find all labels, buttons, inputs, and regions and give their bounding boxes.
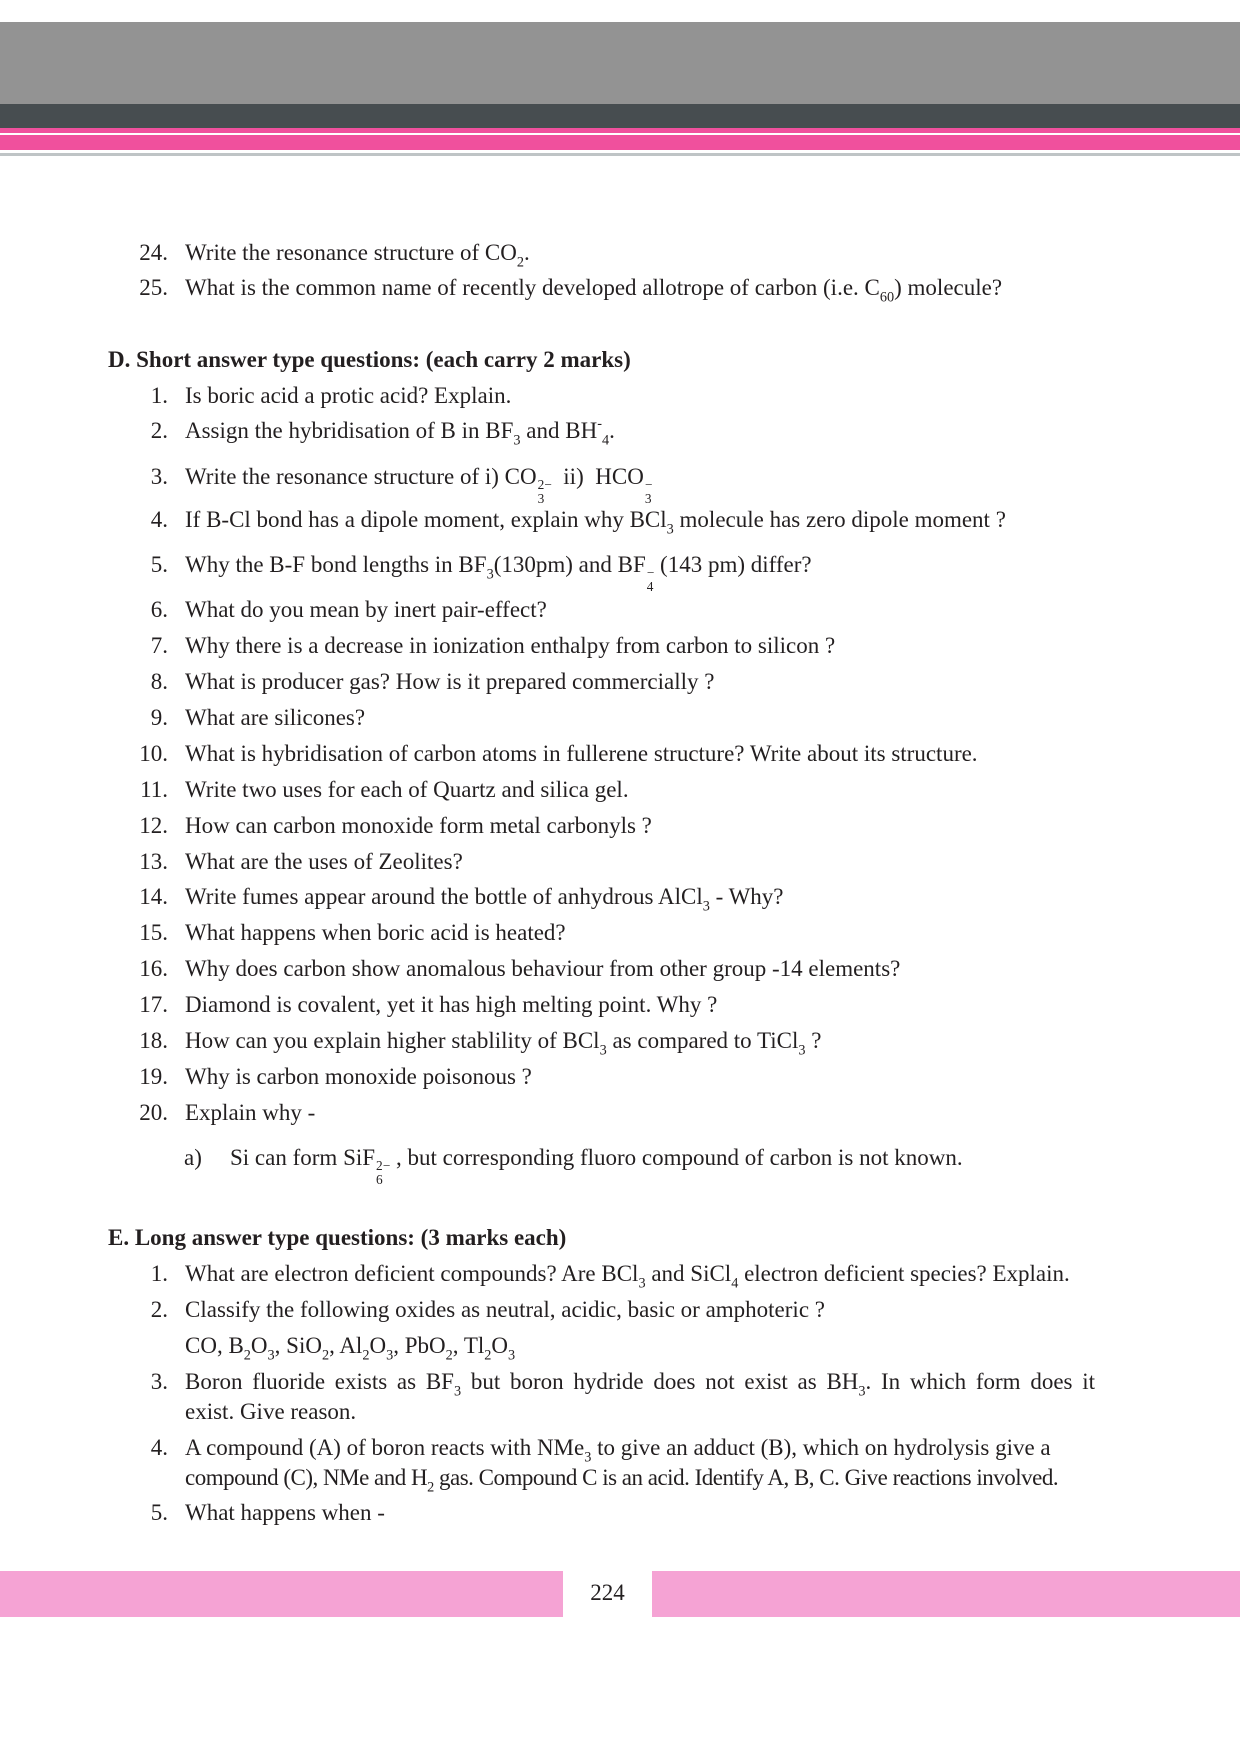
section-d-heading: D. Short answer type questions: (each carry 2 marks) [108, 347, 631, 372]
header-pink-rule [0, 133, 1240, 135]
footer-band-left [0, 1571, 563, 1617]
header-band-dark [0, 104, 1240, 128]
question-text: What is the common name of recently developed allotrope of carbon (i.e. $C_{60}$) molecule? [185, 275, 1003, 306]
question-number: 25. [139, 275, 168, 300]
question-text: Write the resonance structure of $CO_2$. [185, 240, 530, 271]
header-band-pink [0, 128, 1240, 150]
header-band-grey [0, 22, 1240, 104]
header-bottom-rule [0, 153, 1240, 156]
footer-band-right [652, 1571, 1240, 1617]
carbonate-ion: CO 2− 3 [504, 464, 552, 506]
page-number: 224 [590, 1580, 625, 1605]
hexafluorosilicate-ion: SiF 2− 6 [343, 1145, 391, 1187]
question-number: 24. [139, 240, 168, 265]
bicarbonate-ion: HCO − 3 [595, 464, 653, 506]
section-e-heading: E. Long answer type questions: (3 marks each) [108, 1225, 567, 1250]
tetrafluoroborate-ion: BF − 4 [617, 552, 655, 594]
